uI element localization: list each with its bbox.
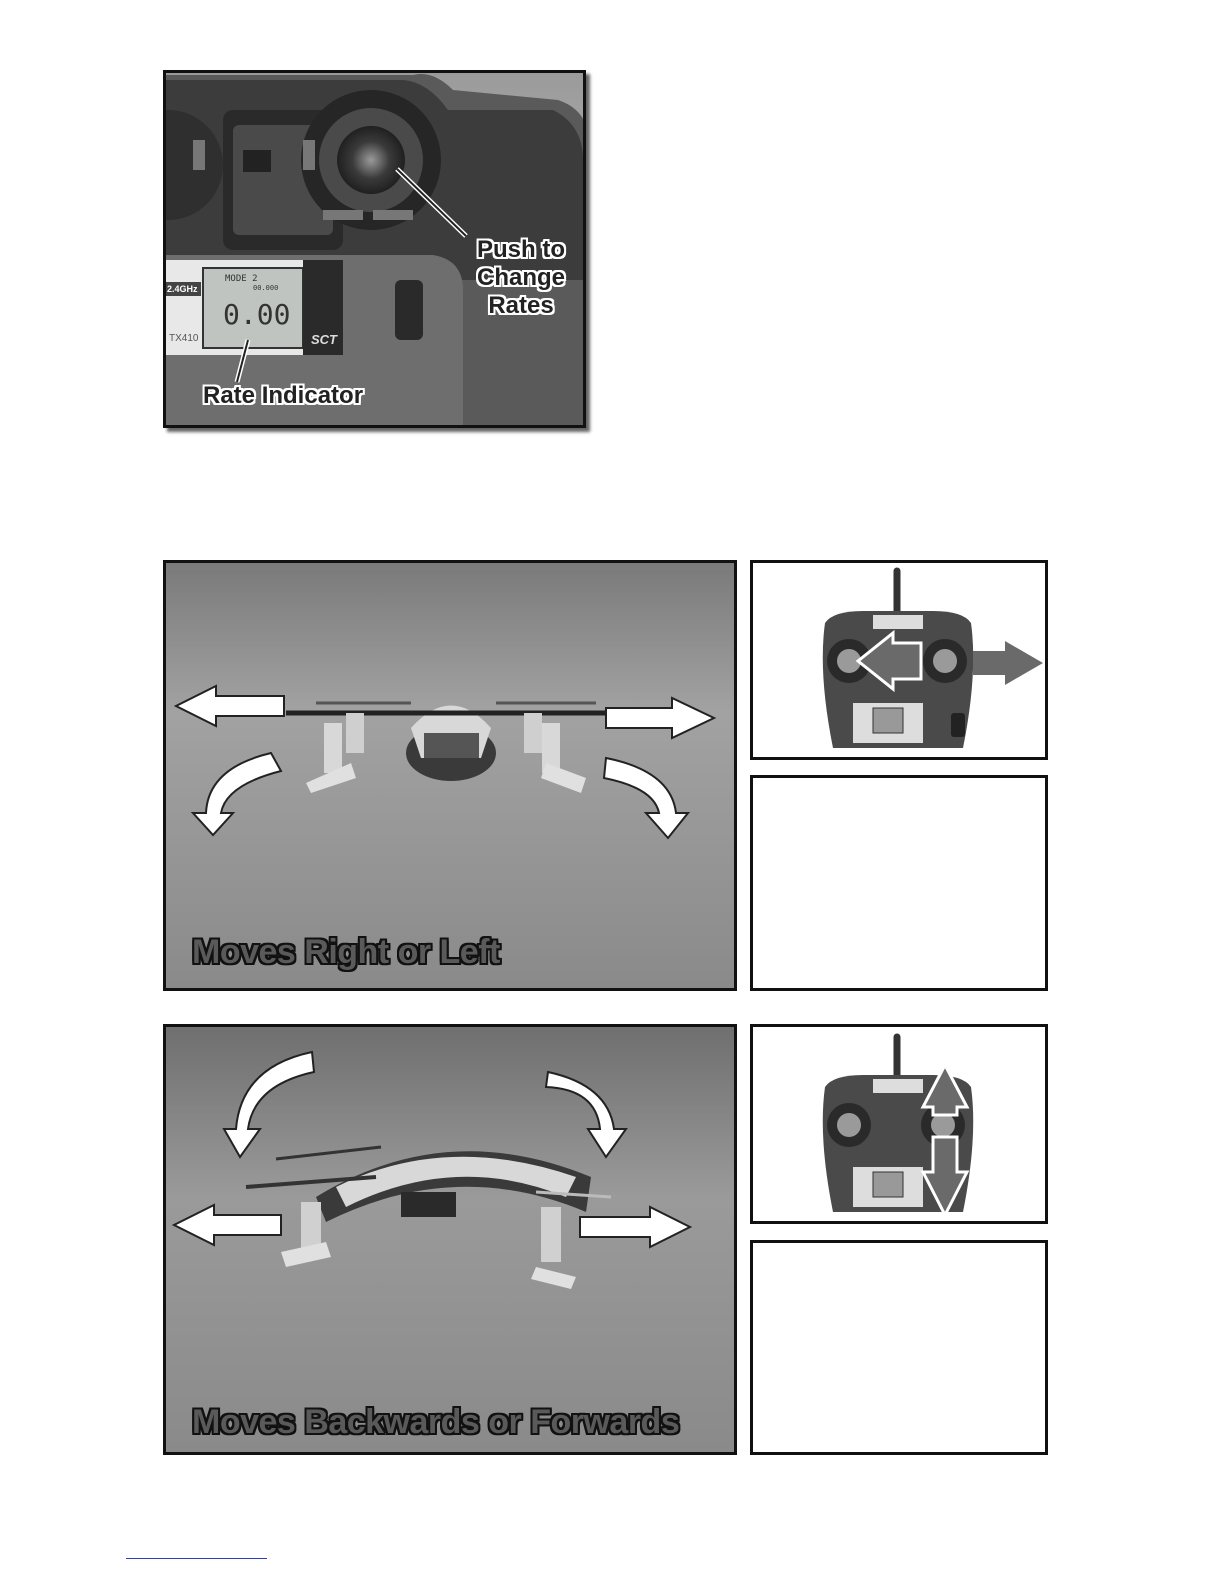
description-box-1 bbox=[750, 775, 1048, 991]
backwards-forwards-photo bbox=[163, 1024, 737, 1455]
controller-elevator-box bbox=[750, 1024, 1048, 1224]
stick-right-arrow-icon bbox=[973, 641, 1043, 685]
footer-rule bbox=[126, 1558, 267, 1559]
lcd-rate: 00.000 bbox=[253, 284, 279, 292]
brand-logo: SCT bbox=[311, 332, 337, 347]
rates-photo bbox=[163, 70, 586, 428]
transmitter-diagram bbox=[753, 563, 1045, 757]
right-left-photo bbox=[163, 560, 737, 991]
description-box-2 bbox=[750, 1240, 1048, 1455]
photo-frame bbox=[163, 70, 586, 428]
panel-caption: Moves Right or Left bbox=[192, 933, 500, 971]
quadcopter-side-image bbox=[166, 1027, 734, 1452]
push-to-change-rates-label: Push to Change Rates bbox=[476, 236, 565, 319]
panel-caption: Moves Backwards or Forwards bbox=[192, 1403, 680, 1441]
lcd-mode: MODE 2 bbox=[225, 274, 258, 284]
band-label: 2.4GHz bbox=[167, 284, 198, 294]
quadcopter-front-image bbox=[166, 563, 734, 988]
lcd-digits: 0.00 bbox=[223, 298, 291, 331]
model-label: TX410 bbox=[169, 333, 199, 344]
controller-aileron-box bbox=[750, 560, 1048, 760]
transmitter-diagram bbox=[753, 1027, 1045, 1221]
rate-indicator-label: Rate Indicator bbox=[203, 382, 364, 409]
